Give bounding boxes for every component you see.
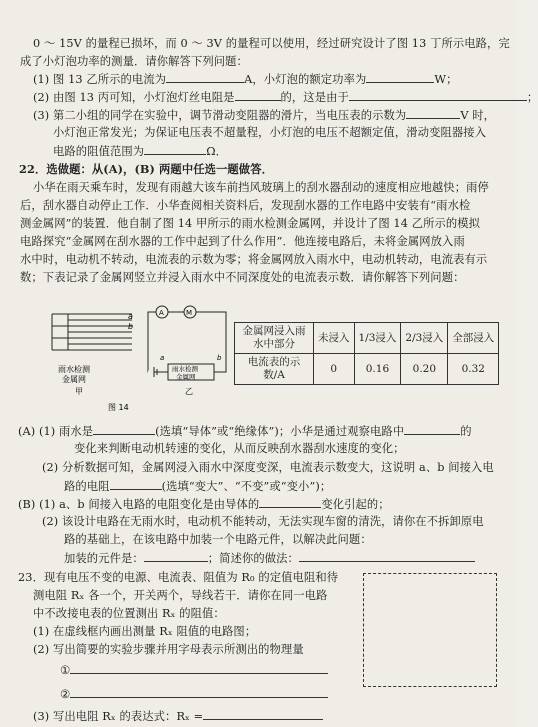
text: ；简述你的做法：: [207, 552, 299, 565]
text: 的，这是由于: [280, 91, 349, 104]
measurement-table: [234, 322, 499, 385]
text-line: (2) 该设计电路在无雨水时，电动机不能转动，无法实现车窗的清洗，请你在不拆卸原电: [42, 515, 484, 528]
table-cell: 2/3浸入: [401, 323, 448, 354]
circuit-b-label: b: [217, 354, 222, 362]
answer-blank[interactable]: [349, 89, 527, 101]
circuit-drawing-box[interactable]: [363, 573, 497, 687]
text-line: 电路探究“金属网在刮水器的工作中起到了什么作用”．他连接电路后，未将金属网放入雨: [20, 235, 465, 248]
question-21-3: [33, 107, 495, 123]
net-label-top: 雨水检测: [58, 365, 90, 374]
table-cell: 0.32: [448, 354, 499, 385]
text-line: (1) 在虚线框内画出测量 Rₓ 阻值的电路图；: [33, 625, 257, 638]
text-line: (2) 写出简要的实验步骤并用字母表示所测出的物理量: [33, 643, 304, 656]
text: (选填“导体”或“绝缘体”)；小华是通过观察电路中: [155, 425, 405, 438]
text-line: 后，刮水器自动停止工作．小华查阅相关资料后，发现刮水器的工作电路中安装有“雨水检: [20, 199, 471, 212]
text-line: 路的基础上，在该电路中加装一个电路元件，以解决此问题：: [64, 533, 372, 546]
answer-blank[interactable]: [404, 423, 460, 435]
text: A，小灯泡的额定功率为: [244, 73, 367, 86]
text: 的: [460, 425, 472, 438]
text-line: 数；下表记录了金属网竖立并浸入雨水中不同深度处的电流表示数．请你解答下列问题：: [20, 271, 465, 284]
text-line: [64, 550, 475, 566]
text-line: 0 ～ 15V 的量程已损坏，而 0 ～ 3V 的量程可以使用，经过研究设计了图 13 丁所示电路，完: [33, 37, 510, 50]
text-line: [53, 143, 227, 159]
terminal-a-label: a: [128, 312, 133, 321]
text-line: 测金属网”的装置．他自制了图 14 甲所示的雨水检测金属网，并设计了图 14 乙所示的模拟: [20, 217, 481, 230]
text-line: 水中时，电动机不转动，电流表的示数为零；将金属网放入雨水中，电动机转动，电流表有示: [20, 253, 488, 266]
text: 路的电阻: [64, 480, 110, 493]
circuit-net-label-bottom: 金属网: [176, 373, 196, 381]
table-cell: 1/3浸入: [354, 323, 401, 354]
text: (B) (1) a、b 间接入电路的电阻变化是由导体的: [18, 498, 260, 511]
circuit-net-label-top: 雨水检测: [172, 365, 198, 373]
answer-blank[interactable]: [166, 71, 244, 83]
text: 电路的阻值范围为: [53, 145, 145, 158]
text: (3) 写出电阻 Rₓ 的表达式：Rₓ =: [33, 710, 204, 723]
question-23: 23．现有电压不变的电源、电流表、阻值为 R₀ 的定值电阻和待: [18, 571, 339, 584]
step-2: [60, 686, 328, 702]
text: (1) 图 13 乙所示的电流为: [33, 73, 167, 86]
text-line: 变化来判断电动机转速的变化，从而反映刮水器刮水速度的变化；: [74, 442, 405, 455]
text-line: (2) 分析数据可知，金属网浸入雨水中深度变深，电流表示数变大，这说明 a、b 间接入电: [42, 461, 494, 474]
text: (选填“变大”、“不变”或“变小”)；: [161, 480, 332, 493]
table-cell: 全部浸入: [448, 323, 499, 354]
answer-blank[interactable]: [235, 89, 281, 101]
terminal-b-label: b: [128, 322, 134, 331]
answer-blank[interactable]: [93, 423, 155, 435]
motor-label: M: [186, 309, 193, 317]
step-1: [60, 662, 328, 678]
answer-blank[interactable]: [259, 496, 321, 508]
text: (A) (1) 雨水是: [18, 425, 94, 438]
metal-net-diagram: [52, 314, 132, 350]
text-line: [64, 478, 331, 494]
question-22B-1: [18, 496, 390, 512]
ammeter-label: A: [159, 309, 164, 317]
figure-14: [20, 290, 235, 418]
text: ；: [526, 91, 538, 104]
question-23-3: [33, 708, 323, 724]
text: 加装的元件是：: [64, 552, 144, 565]
table-cell: 0: [314, 354, 355, 385]
text: V 时，: [460, 109, 496, 122]
table-header-row: [235, 323, 499, 354]
text: ②: [60, 688, 71, 701]
circuit-a-label: a: [160, 354, 165, 362]
figure-caption: 图 14: [108, 403, 129, 412]
answer-blank[interactable]: [366, 71, 434, 83]
answer-blank[interactable]: [203, 708, 323, 720]
table-cell: 0.20: [401, 354, 448, 385]
text: ①: [60, 664, 71, 677]
question-21-1: [33, 71, 457, 87]
table-cell: 电流表的示数/A: [235, 354, 314, 385]
question-21-2: [33, 89, 538, 105]
table-cell: 金属网浸入雨水中部分: [235, 323, 314, 354]
text-line: 中不改接电表的位置测出 Rₓ 的阻值：: [33, 607, 225, 620]
text: 变化引起的；: [321, 498, 390, 511]
answer-blank[interactable]: [406, 107, 460, 119]
text-line: 小华在雨天乘车时，发现有雨越大该车前挡风玻璃上的刮水器刮动的速度相应地越快；雨停: [33, 181, 489, 194]
answer-blank[interactable]: [110, 478, 162, 490]
answer-blank[interactable]: [70, 662, 328, 674]
question-22A-1: [18, 423, 472, 439]
label-yi: 乙: [185, 387, 193, 396]
text-line: 测电阻 Rₓ 各一个，开关两个，导线若干．请你在同一电路: [33, 589, 328, 602]
answer-blank[interactable]: [144, 143, 206, 155]
label-jia: 甲: [75, 387, 83, 396]
text: (3) 第二小组的同学在实验中，调节滑动变阻器的滑片，当电压表的示数为: [33, 109, 407, 122]
text: (2) 由图 13 丙可知，小灯泡灯丝电阻是: [33, 91, 235, 104]
question-22-title: 22．选做题：从(A)，(B) 两题中任选一题做答．: [19, 162, 273, 176]
text: Ω．: [206, 145, 228, 158]
net-label-bottom: 金属网: [62, 375, 86, 384]
text: W；: [434, 73, 458, 86]
table-row: [235, 354, 499, 385]
table-cell: 0.16: [354, 354, 401, 385]
table-cell: 未浸入: [314, 323, 355, 354]
answer-blank[interactable]: [299, 550, 475, 562]
text-line: 小灯泡正常发光；为保证电压表不超量程，小灯泡的电压不超额定值，滑动变阻器接入: [53, 126, 487, 139]
answer-blank[interactable]: [70, 686, 328, 698]
text-line: 成了小灯泡功率的测量．请你解答下列问题：: [20, 55, 248, 68]
answer-blank[interactable]: [144, 550, 208, 562]
